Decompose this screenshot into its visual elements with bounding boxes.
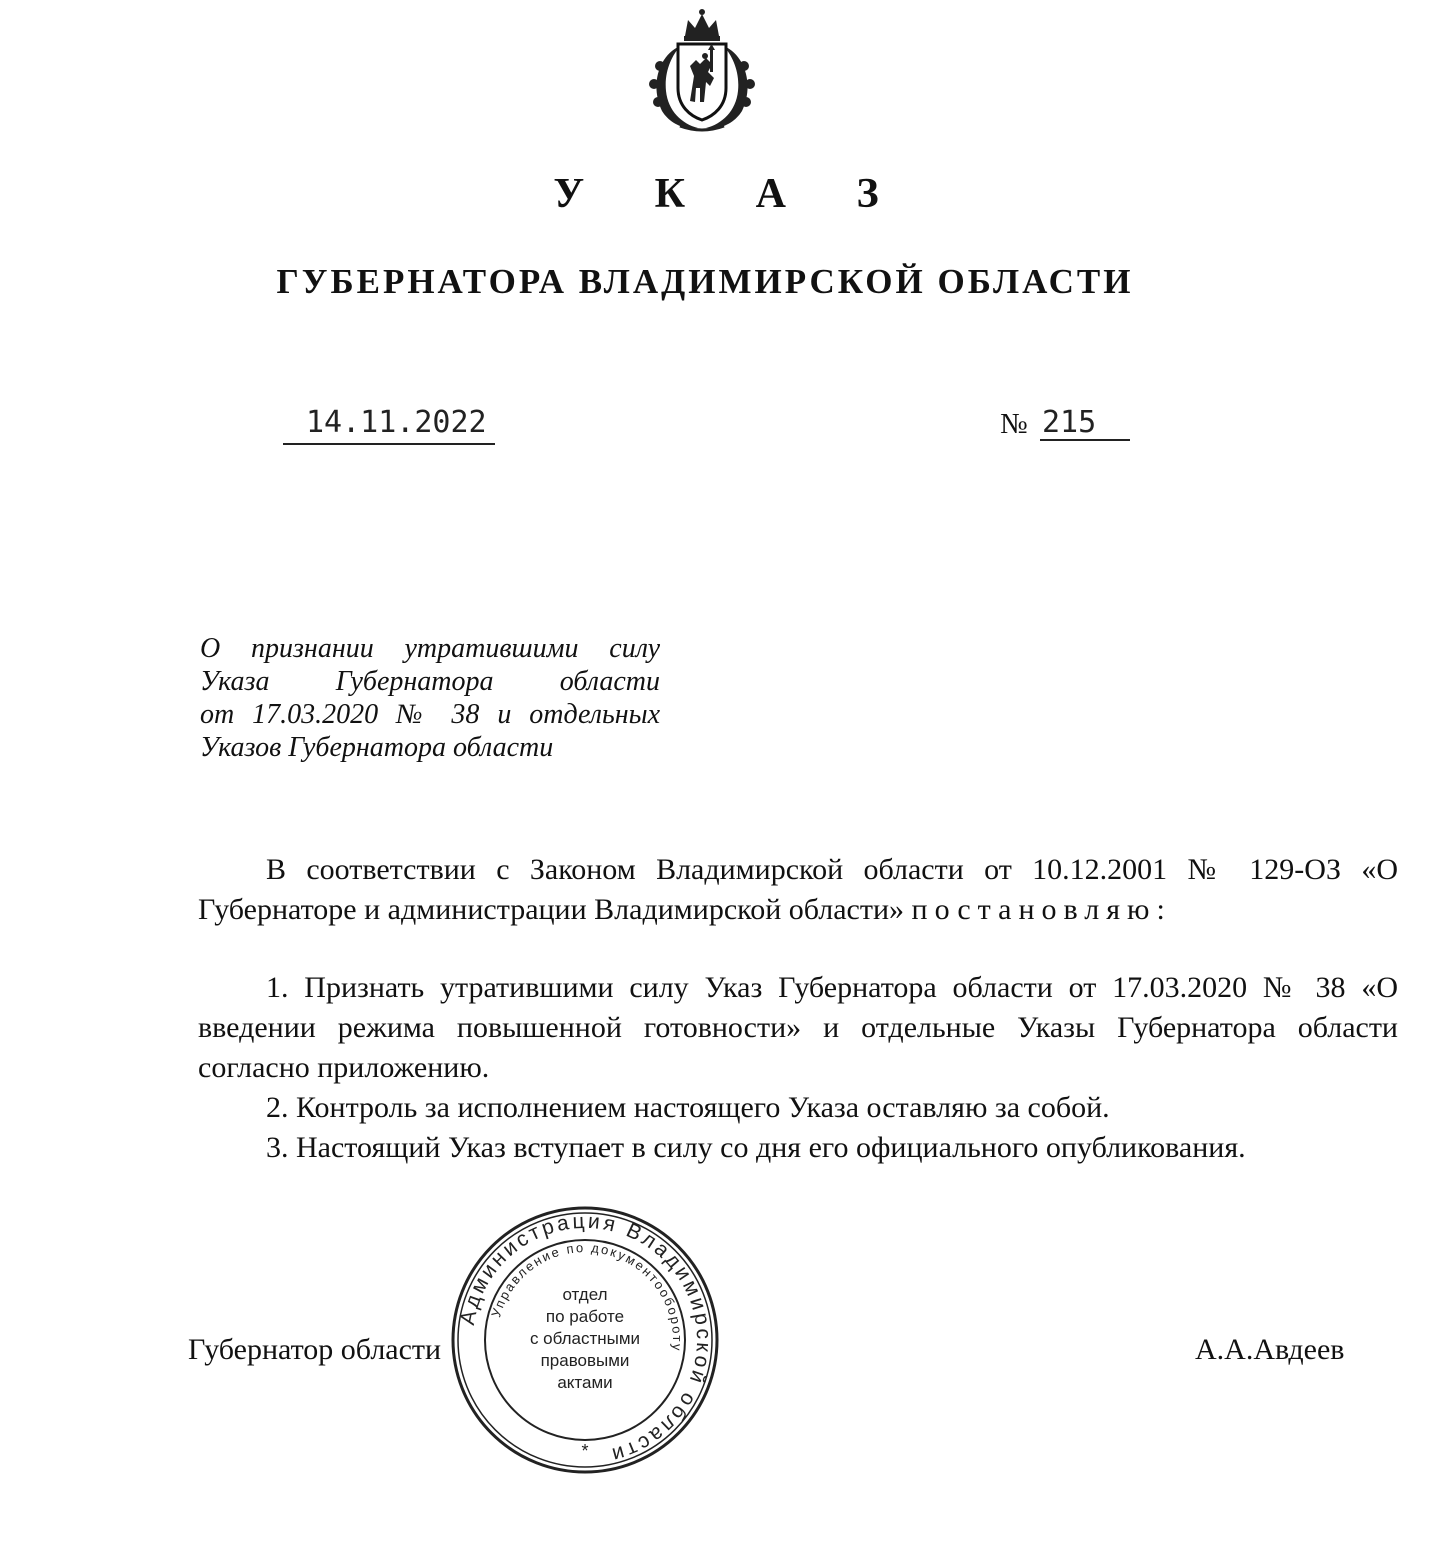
subject-line: Указов Губернатора области bbox=[200, 732, 554, 763]
signatory-title: Губернатор области bbox=[188, 1333, 442, 1366]
decree-item: 3. Настоящий Указ вступает в силу со дня его официального опубликования. bbox=[266, 1131, 1246, 1164]
stamp-center-line: по работе bbox=[545, 1307, 625, 1326]
decree-subject bbox=[200, 632, 660, 764]
preamble-text: В соответствии с Законом Владимирской области от 10.12.2001 № 129-ОЗ «О Губернаторе и администрации Владимирской области» bbox=[198, 853, 1398, 926]
date-underline bbox=[283, 443, 495, 445]
coat-of-arms-icon bbox=[640, 6, 765, 136]
decree-body bbox=[198, 850, 1398, 1168]
stamp-center-line: с областными bbox=[529, 1329, 641, 1348]
preamble-paragraph bbox=[198, 850, 1398, 930]
subject-line: О признании утратившими силу bbox=[200, 633, 660, 664]
stamp-star-icon: * bbox=[581, 1441, 589, 1461]
decree-item: 2. Контроль за исполнением настоящего Указа оставляю за собой. bbox=[266, 1091, 1110, 1124]
number-underline bbox=[1040, 439, 1130, 441]
stamp-center-line: правовыми bbox=[540, 1351, 630, 1370]
stamp-outer-text: Администрация Владимирской области bbox=[455, 1209, 716, 1468]
stamp-center-line: актами bbox=[557, 1373, 613, 1392]
subject-line: Указа Губернатора области bbox=[200, 666, 660, 697]
issuer-title: ГУБЕРНАТОРА ВЛАДИМИРСКОЙ ОБЛАСТИ bbox=[276, 262, 1134, 301]
decree-number: 215 bbox=[1042, 405, 1097, 440]
decree-date: 14.11.2022 bbox=[306, 405, 487, 440]
signatory-name: А.А.Авдеев bbox=[1195, 1333, 1345, 1366]
decree-word: постановляю: bbox=[911, 893, 1172, 926]
subject-line: от 17.03.2020 № 38 и отдельных bbox=[200, 699, 660, 730]
decree-item: 1. Признать утратившими силу Указ Губернатора области от 17.03.2020 № 38 «О введении режима повышенной готовности» и отдельные Указы Губернатора области согласно приложению. bbox=[198, 971, 1398, 1084]
official-stamp-icon bbox=[450, 1205, 720, 1475]
number-sign: № bbox=[1000, 408, 1028, 440]
stamp-inner-text: Управление по документообороту bbox=[488, 1239, 686, 1353]
document-title: У К А З bbox=[553, 171, 909, 217]
stamp-center-line: отдел bbox=[562, 1285, 608, 1304]
